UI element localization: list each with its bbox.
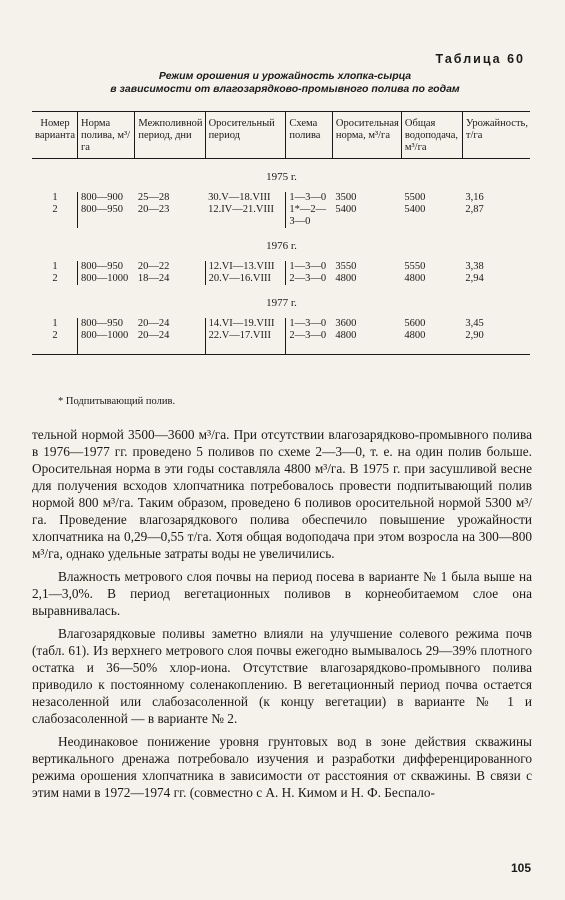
scheme-line: 3—0 [289,216,311,227]
table-header-row [32,112,530,159]
paragraph: тельной нормой 3500—3600 м³/га. При отсутствии влагозарядково-промывного полива в 1976—1977 гг. проведено 5 поливов по схеме 2—3—0, т. е. на один полив больше. Оросительная норма в эти годы составляла 4800 м³/га. В 1975 г. при засушливой весне для получения всходов хлопчатника потребовалось провести подпитывающий полив нормой 800 м³/га. Таким образом, проведено 6 поливов оросительной нормой 5300 м³/га. Проведение влагозарядкового полива обеспечило повышение урожайности хлопчатника на 0,29—0,55 т/га. Хотя общая водоподача при этом возросла на 300—800 м³/га, однако удельные затраты воды не увеличились. [32,427,532,561]
cell-variant: 1 [52,192,58,203]
cell-variant: 1 [52,261,58,272]
table-row [32,204,530,228]
table-row [32,261,530,273]
cell-scheme [286,261,333,273]
cell-irrigation-norm: 3550 [335,261,357,272]
cell-norm: 800—950 [78,261,135,273]
cell-variant: 2 [52,330,58,341]
cell-interval: 25—28 [137,192,170,203]
cell-scheme [286,330,333,355]
scheme-line: 1—3—0 [289,318,327,329]
scheme-line: 2—3—0 [289,273,327,284]
year-label: 1976 г. [266,240,297,252]
cell-norm: 800—1000 [78,273,135,285]
page-number: 105 [510,861,531,875]
table-footnote: * Подпитывающий полив. [58,396,176,407]
paragraph: Влагозарядковые поливы заметно влияли на улучшение солевого режима почв (табл. 61). Из верхнего метрового слоя почвы ежегодно вымывалось 29—39% плотного остатка и 36—50% хлор-иона. Отсутствие влагозарядково-промывного полива приводило к постоянному соленакоплению. В вегетационный период почва остается незасоленной или слабозасоленной (к концу вегетации) в варианте № 1 и слабозасоленной — в варианте № 2. [32,626,532,726]
cell-scheme [286,204,333,228]
cell-yield: 3,45 [465,318,484,329]
cell-total-supply: 5600 [404,318,426,329]
cell-yield: 2,90 [465,330,484,341]
cell-interval: 20—24 [137,318,170,329]
cell-period: 22.V—17.VIII [205,330,286,355]
cell-irrigation-norm: 5400 [335,204,357,215]
year-group-1976 [32,228,530,285]
cell-scheme [286,318,333,330]
paragraph: Неодинаковое понижение уровня грунтовых вод в зоне действия скважины вертикального дренажа потребовало изучения и разработки дифференцированного режима орошения хлопчатника в зависимости от расстояния от скважины. В связи с этим нами в 1972—1974 гг. (совместно с А. Н. Кимом и Н. Ф. Беспало- [32,734,532,800]
body-text [32,426,532,807]
table-row [32,318,530,330]
header-period: Оросительный период [205,112,286,159]
year-group-1975 [32,159,530,229]
year-row [32,228,530,261]
table-caption [60,70,510,96]
scheme-line: 1*—2— [289,204,327,215]
cell-yield: 2,94 [465,273,484,284]
cell-norm: 800—1000 [78,330,135,355]
irrigation-table [32,111,530,355]
caption-line-1: Режим орошения и урожайность хлопка-сырца [158,70,412,82]
cell-period: 12.IV—21.VIII [208,204,274,215]
year-group-1977 [32,285,530,355]
cell-total-supply: 5500 [404,192,426,203]
scheme-line: 1—3—0 [289,192,327,203]
header-yield: Урожайность, т/га [462,112,530,159]
cell-period: 14.VI—19.VIII [205,318,286,330]
cell-total-supply: 5400 [404,204,426,215]
cell-period: 20.V—16.VIII [205,273,286,285]
cell-norm: 800—900 [78,192,135,204]
scheme-line: 1—3—0 [289,261,327,272]
header-scheme: Схема полива [286,112,333,159]
cell-irrigation-norm: 3500 [335,192,357,203]
table-row [32,273,530,285]
cell-variant: 2 [52,204,58,215]
cell-total-supply: 5550 [404,261,426,272]
cell-period: 12.VI—13.VIII [205,261,286,273]
cell-period: 30.V—18.VIII [208,192,271,203]
header-interval: Межполивной период, дни [135,112,205,159]
cell-norm: 800—950 [78,318,135,330]
year-label: 1975 г. [266,171,297,183]
table-row [32,192,530,204]
cell-interval: 20—23 [137,204,170,215]
cell-irrigation-norm: 3600 [335,318,357,329]
cell-interval: 20—24 [137,330,170,341]
cell-irrigation-norm: 4800 [335,273,357,284]
cell-scheme [286,273,333,285]
cell-yield: 2,87 [465,204,484,215]
year-label: 1977 г. [266,297,297,309]
cell-yield: 3,16 [465,192,484,203]
table-number: Таблица 60 [435,52,525,66]
year-row [32,159,530,193]
cell-yield: 3,38 [465,261,484,272]
table-row [32,330,530,355]
paragraph: Влажность метрового слоя почвы на период посева в варианте № 1 была выше на 2,1—3,0%. В период вегетационных поливов в корнеобитаемом слое она выравнивалась. [32,569,532,618]
scheme-line: 2—3—0 [289,330,327,341]
header-variant: Номер варианта [35,118,76,141]
header-norm: Норма полива, м³/га [78,112,135,159]
caption-line-2: в зависимости от влагозарядково-промывного полива по годам [110,83,460,95]
cell-scheme [286,192,333,204]
header-total-supply: Общая водоподача, м³/га [401,112,462,159]
cell-norm: 800—950 [78,204,135,228]
cell-variant: 2 [52,273,58,284]
cell-variant: 1 [52,318,58,329]
cell-irrigation-norm: 4800 [335,330,357,341]
header-irrigation-norm: Оросительная норма, м³/га [332,112,401,159]
cell-interval: 20—22 [137,261,170,272]
cell-total-supply: 4800 [404,273,426,284]
cell-total-supply: 4800 [404,330,426,341]
year-row [32,285,530,318]
cell-interval: 18—24 [137,273,170,284]
